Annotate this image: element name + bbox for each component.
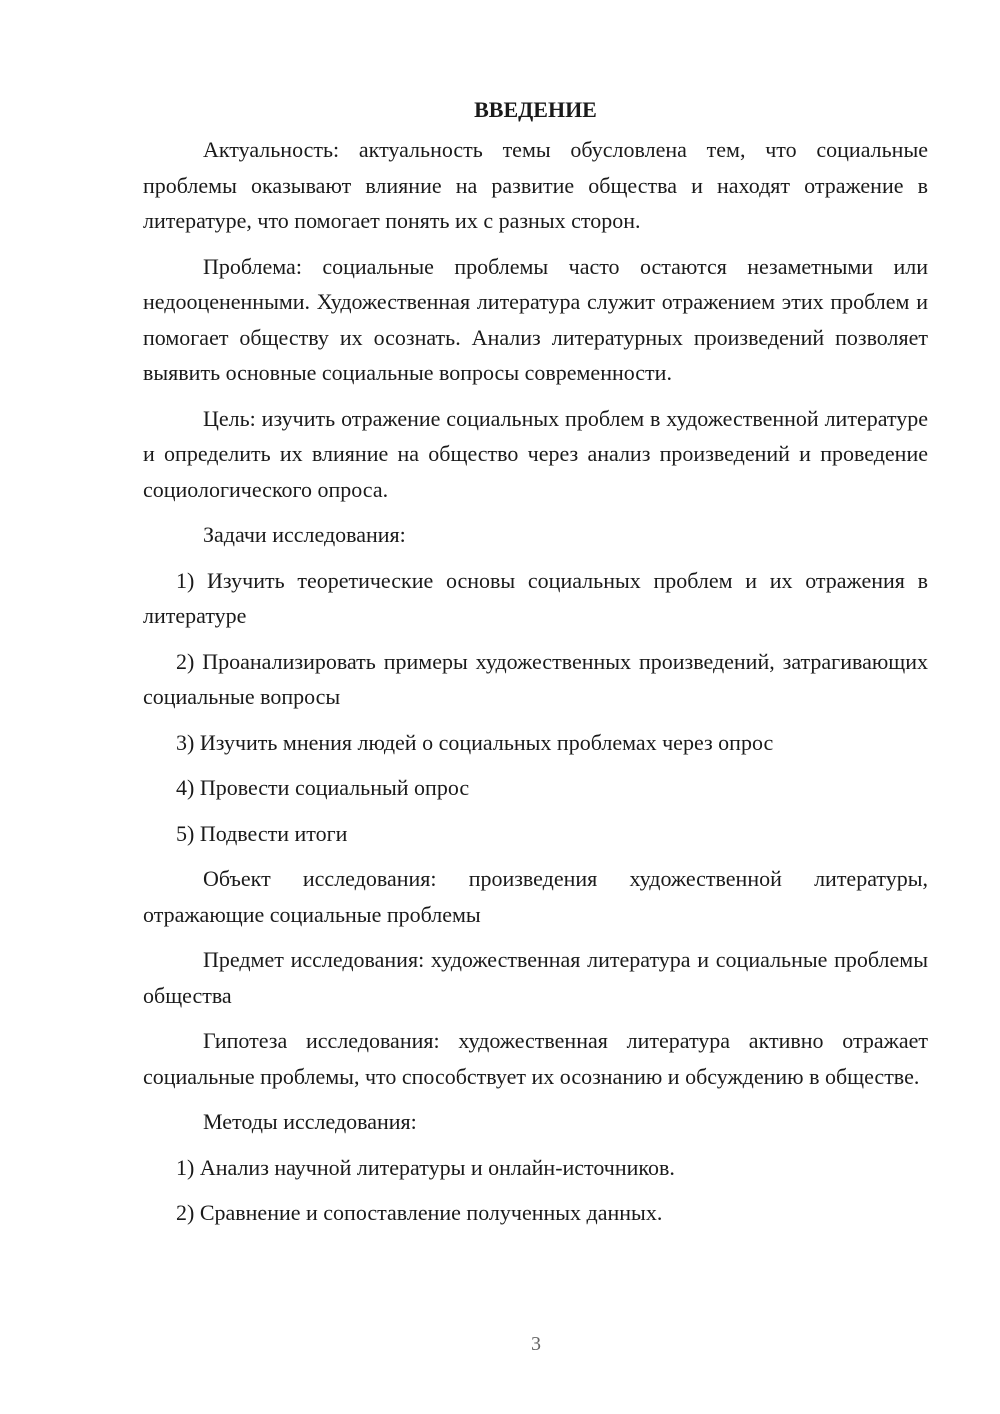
document-page — [143, 92, 928, 1241]
list-item: 5) Подвести итоги — [176, 820, 348, 846]
list-item: 2) Сравнение и сопоставление полученных данных. — [176, 1200, 663, 1225]
paragraph-tasks-heading: Задачи исследования: — [203, 522, 406, 547]
paragraph-goal: Цель: изучить отражение социальных проблем в художественной литературе и определить их влияние на общество через анализ произведений и проведение социологического опроса. — [143, 405, 928, 502]
page-number: 3 — [531, 1333, 541, 1355]
paragraph-object: Объект исследования: произведения художественной литературы, отражающие социальные проблемы — [143, 866, 928, 927]
paragraph-methods-heading: Методы исследования: — [203, 1109, 417, 1134]
list-item: 1) Изучить теоретические основы социальных проблем и их отражения в литературе — [143, 567, 928, 628]
paragraph-relevance: Актуальность: актуальность темы обусловлена тем, что социальные проблемы оказывают влияние на развитие общества и находят отражение в литературе, что помогает понять их с разных сторон. — [143, 137, 928, 233]
list-item: 1) Анализ научной литературы и онлайн-источников. — [176, 1154, 675, 1180]
paragraph-problem: Проблема: социальные проблемы часто остаются незаметными или недооцененными. Художественная литература служит отражением этих проблем и помогает обществу их осознать. Анализ литературных произведений позволяет выявить основные социальные вопросы современности. — [143, 253, 928, 385]
list-item: 2) Проанализировать примеры художественных произведений, затрагивающих социальные вопросы — [143, 648, 928, 709]
paragraph-subject: Предмет исследования: художественная литература и социальные проблемы общества — [143, 947, 928, 1008]
list-item: 4) Провести социальный опрос — [176, 775, 470, 800]
paragraph-hypothesis: Гипотеза исследования: художественная литература активно отражает социальные проблемы, что способствует их осознанию и обсуждению в обществе. — [143, 1028, 928, 1089]
list-item: 3) Изучить мнения людей о социальных проблемах через опрос — [176, 729, 774, 755]
page-title: ВВЕДЕНИЕ — [474, 97, 597, 122]
